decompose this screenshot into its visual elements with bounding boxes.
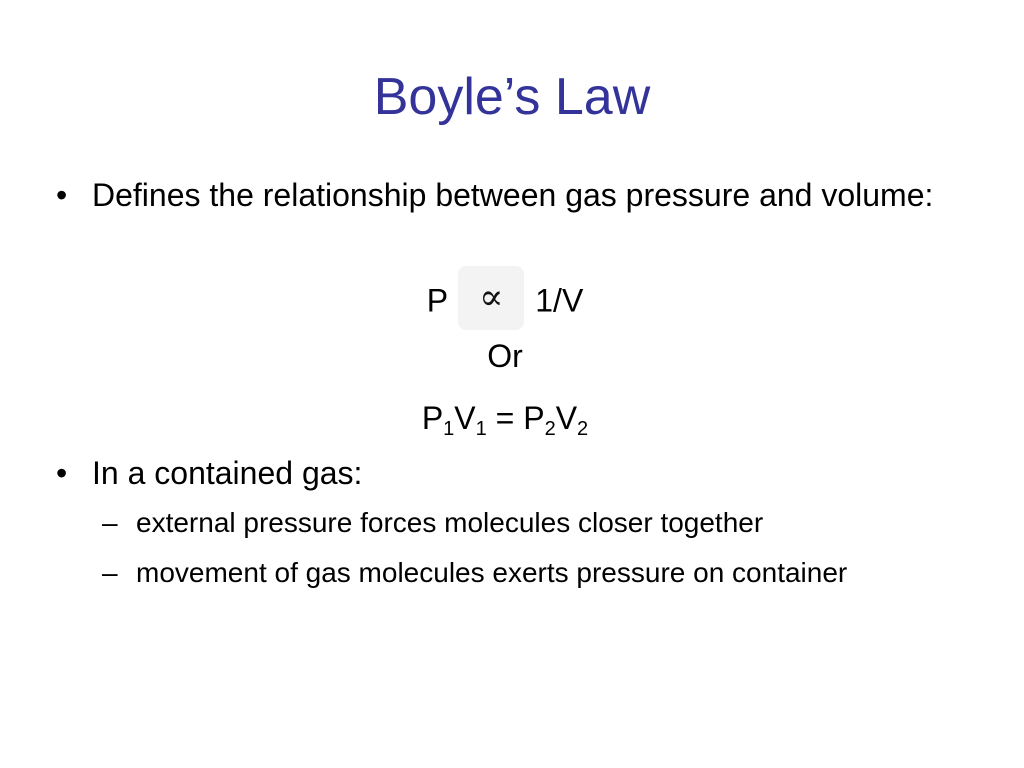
- eq-sub-3: 2: [544, 418, 556, 440]
- boyles-equation: [0, 394, 1010, 442]
- bullet-dot: •: [56, 455, 68, 491]
- eq-p2: P: [523, 400, 545, 436]
- bullet-text: Defines the relationship between gas pressure and volume:: [92, 177, 934, 213]
- eq-v1: V: [454, 400, 476, 436]
- eq-sub-2: 1: [475, 418, 487, 440]
- bullet-dot: •: [56, 177, 68, 213]
- eq-sub-4: 2: [577, 418, 589, 440]
- subbullet-dash: –: [102, 507, 118, 538]
- subbullet-dash: –: [102, 557, 118, 588]
- proportional-symbol-box: [458, 266, 524, 330]
- eq-v2: V: [555, 400, 578, 436]
- bullet-text: In a contained gas:: [92, 455, 363, 491]
- subbullet-item: [102, 503, 922, 543]
- slide-title: Boyle’s Law: [373, 68, 651, 126]
- subbullet-text: movement of gas molecules exerts pressure on container: [136, 557, 848, 588]
- formula-inverse-volume: 1/V: [535, 282, 584, 319]
- bullet-item: [56, 171, 956, 219]
- eq-equals: =: [486, 400, 524, 436]
- bullet-item: [56, 449, 956, 497]
- proportional-to-icon: ∝: [479, 277, 504, 318]
- formula-connector: Or: [487, 338, 523, 374]
- eq-sub-1: 1: [443, 418, 455, 440]
- subbullet-item: [102, 553, 922, 593]
- formula-pressure: P: [426, 282, 448, 319]
- eq-p1: P: [421, 400, 444, 436]
- proportionality-formula: [0, 276, 1010, 330]
- subbullet-text: external pressure forces molecules closer together: [136, 507, 764, 538]
